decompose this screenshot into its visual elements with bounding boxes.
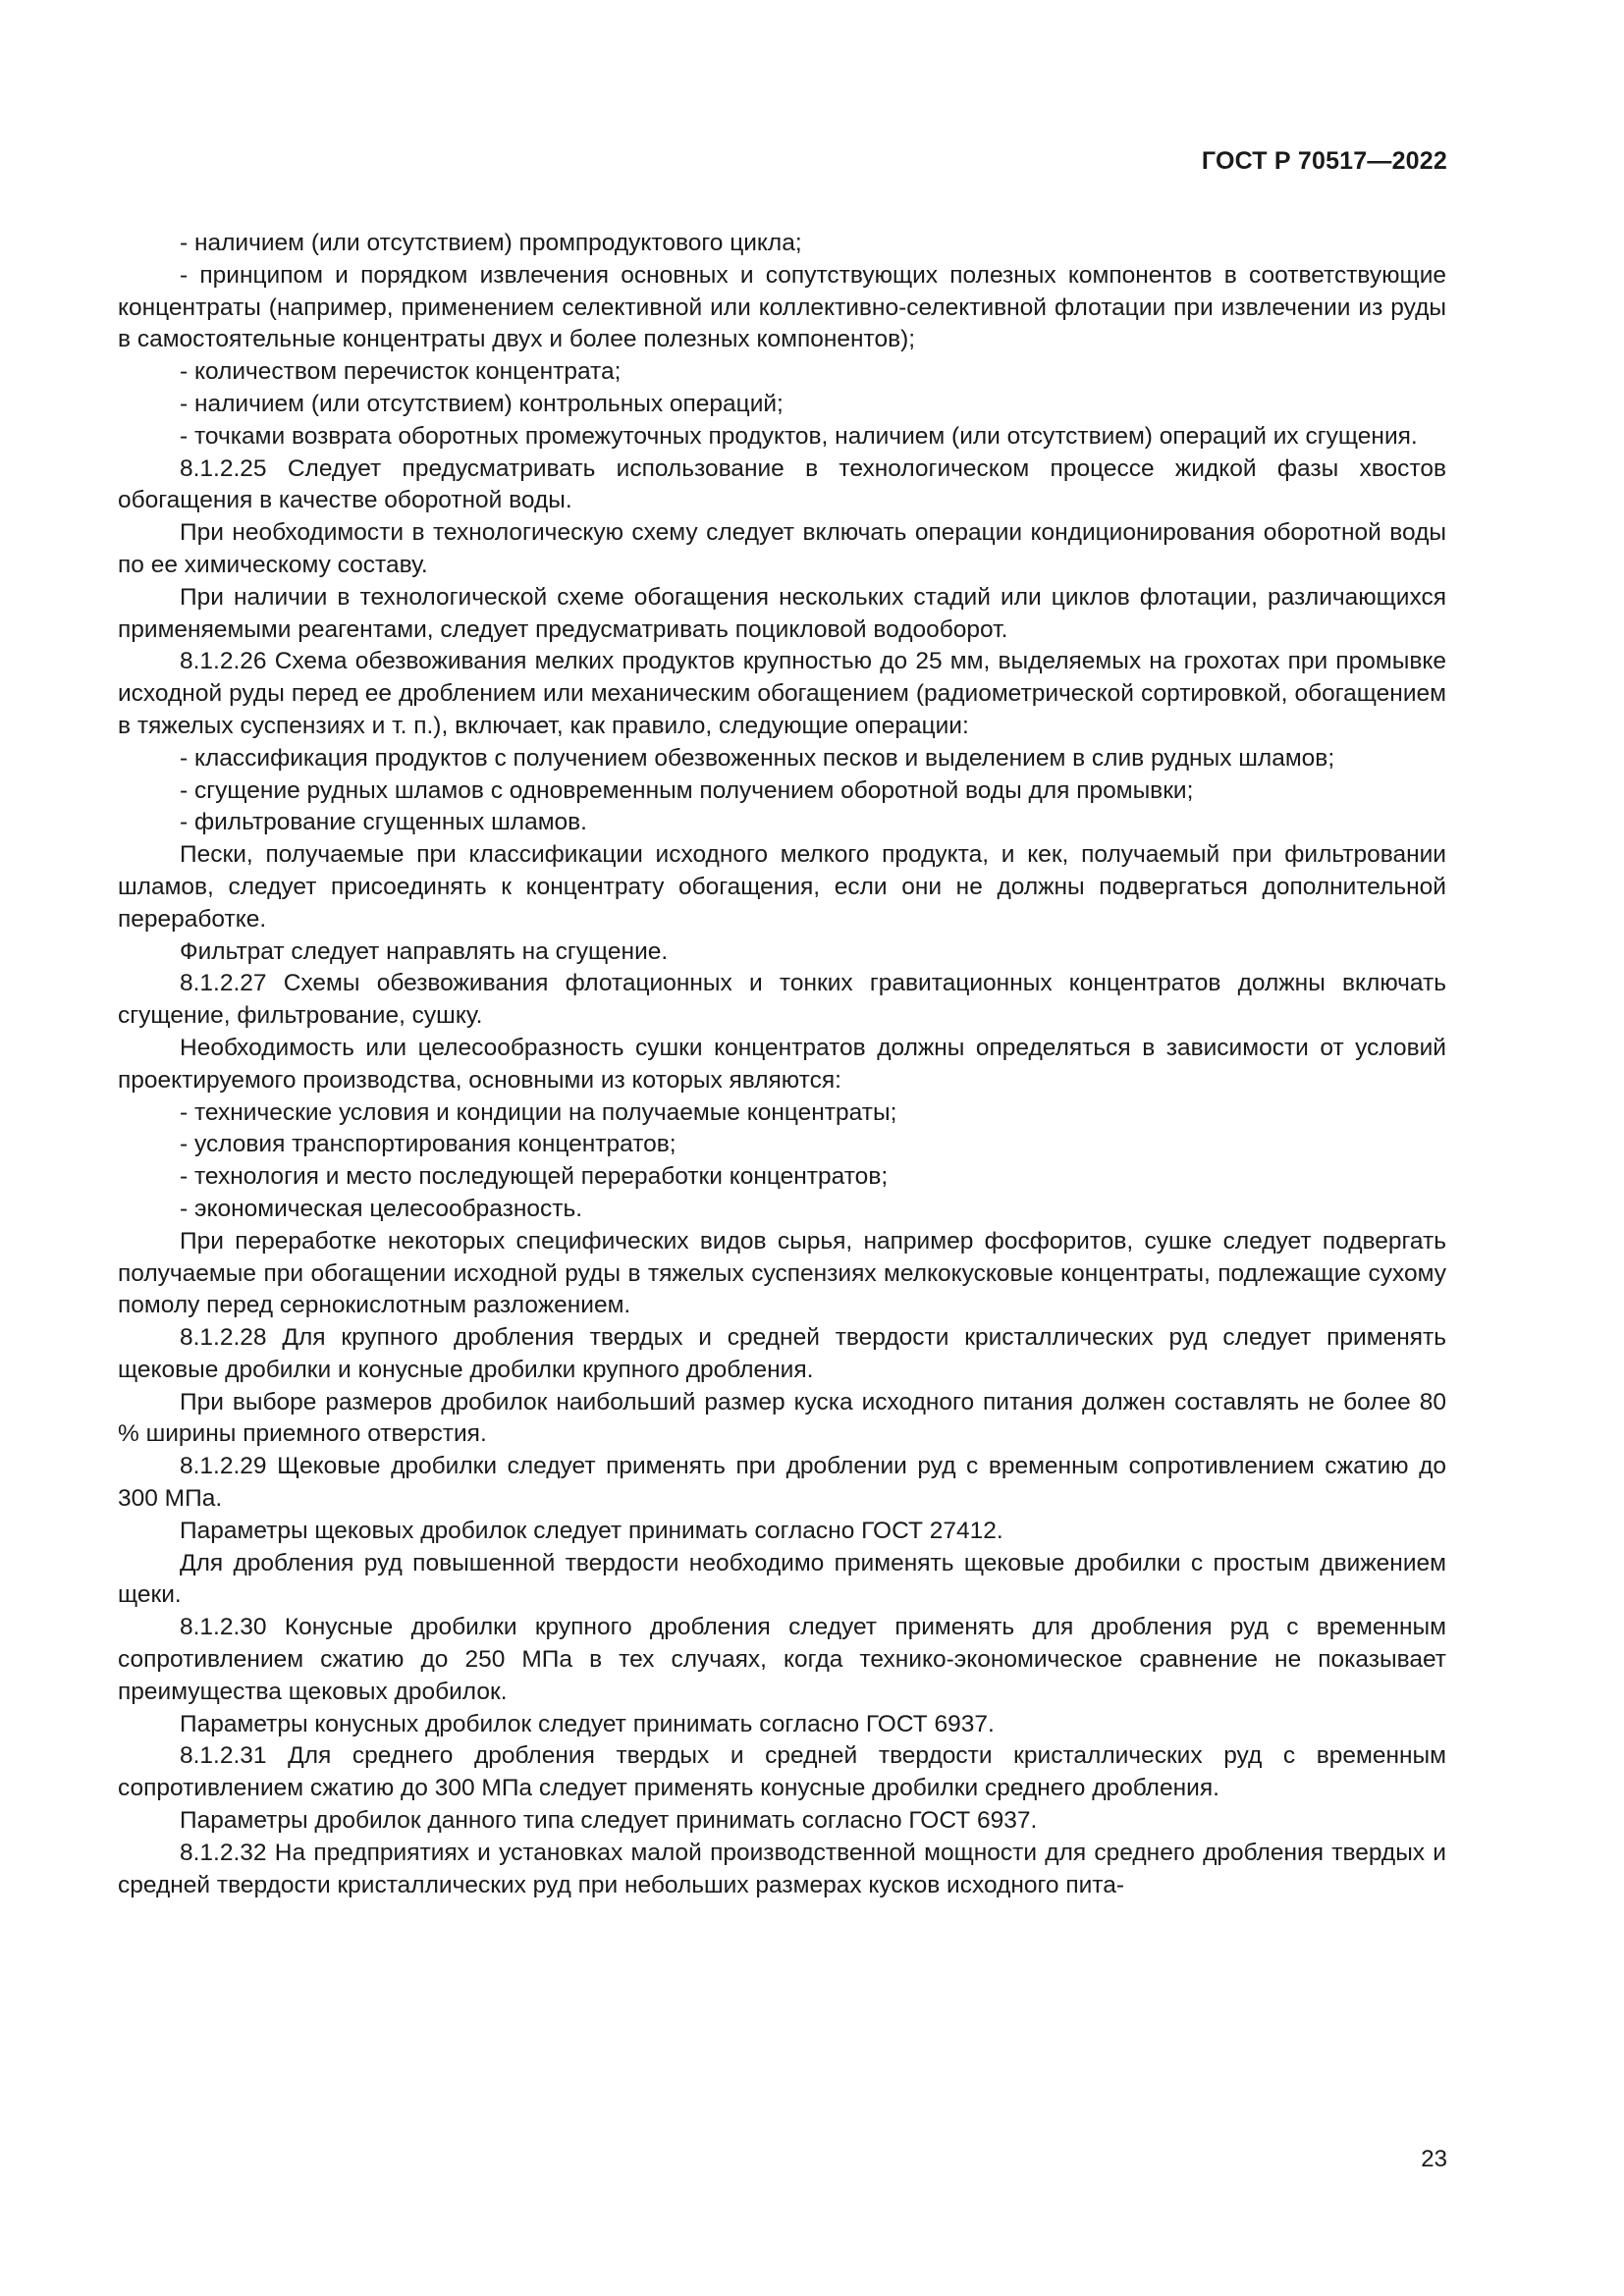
paragraph: Необходимость или целесообразность сушки концентратов должны определяться в зависимости от условий проектируемого производства, основными из которых являются: — [118, 1034, 1446, 1094]
paragraph: - точками возврата оборотных промежуточных продуктов, наличием (или отсутствием) операций их сгущения. — [180, 422, 1418, 450]
paragraph: - классификация продуктов с получением обезвоженных песков и выделением в слив рудных шламов; — [180, 744, 1335, 772]
paragraph: Параметры щековых дробилок следует принимать согласно ГОСТ 27412. — [180, 1517, 1003, 1544]
paragraph: 8.1.2.26 Схема обезвоживания мелких продуктов крупностью до 25 мм, выделяемых на грохотах при промывке исходной руды перед ее дроблением или механическим обогащением (радиометрической сортировкой, обогащением в тяжелых суспензиях и т. п.), включает, как правило, следующие операции: — [118, 648, 1446, 739]
paragraph: - принципом и порядком извлечения основных и сопутствующих полезных компонентов в соответствующие концентраты (например, применением селективной или коллективно-селективной флотации при извлечении из руды в самостоятельные концентраты двух и более полезных компонентов); — [118, 261, 1446, 353]
paragraph: При необходимости в технологическую схему следует включать операции кондиционирования оборотной воды по ее химическому составу. — [118, 519, 1446, 578]
paragraph: 8.1.2.32 На предприятиях и установках малой производственной мощности для среднего дробления твердых и средней твердости кристаллических руд при небольших размерах кусков исходного пита- — [118, 1839, 1446, 1898]
document-body — [118, 228, 1446, 1901]
page-number: 23 — [1421, 2146, 1447, 2172]
paragraph: - технология и место последующей переработки концентратов; — [180, 1163, 889, 1191]
paragraph: При переработке некоторых специфических видов сырья, например фосфоритов, сушке следует подвергать получаемые при обогащении исходной руды в тяжелых суспензиях мелкокусковые концентраты, подлежащие сухому помолу перед сернокислотным разложением. — [118, 1227, 1446, 1319]
paragraph: - экономическая целесообразность. — [180, 1195, 583, 1222]
paragraph: - наличием (или отсутствием) контрольных операций; — [180, 390, 784, 417]
paragraph: Для дробления руд повышенной твердости необходимо применять щековые дробилки с простым движением щеки. — [118, 1549, 1446, 1609]
paragraph: - наличием (или отсутствием) промпродуктового цикла; — [180, 230, 802, 256]
paragraph: - фильтрование сгущенных шламов. — [180, 809, 587, 836]
paragraph: - сгущение рудных шламов с одновременным получением оборотной воды для промывки; — [180, 776, 1194, 804]
paragraph: 8.1.2.29 Щековые дробилки следует применять при дроблении руд с временным сопротивлением сжатию до 300 МПа. — [118, 1453, 1446, 1513]
paragraph: - технические условия и кондиции на получаемые концентраты; — [180, 1098, 897, 1126]
paragraph: 8.1.2.28 Для крупного дробления твердых и средней твердости кристаллических руд следует применять щековые дробилки и конусные дробилки крупного дробления. — [118, 1324, 1446, 1383]
paragraph: 8.1.2.31 Для среднего дробления твердых и средней твердости кристаллических руд с временным сопротивлением сжатию до 300 МПа следует применять конусные дробилки среднего дробления. — [118, 1742, 1446, 1802]
paragraph: При наличии в технологической схеме обогащения нескольких стадий или циклов флотации, различающихся применяемыми реагентами, следует предусматривать поцикловой водооборот. — [118, 583, 1446, 643]
paragraph: - условия транспортирования концентратов; — [180, 1131, 677, 1158]
paragraph: Фильтрат следует направлять на сгущение. — [180, 937, 669, 965]
document-header: ГОСТ Р 70517—2022 — [1201, 147, 1447, 175]
paragraph: 8.1.2.27 Схемы обезвоживания флотационных и тонких гравитационных концентратов должны включать сгущение, фильтрование, сушку. — [118, 970, 1446, 1030]
paragraph: Параметры конусных дробилок следует принимать согласно ГОСТ 6937. — [180, 1710, 995, 1737]
paragraph: Параметры дробилок данного типа следует принимать согласно ГОСТ 6937. — [180, 1807, 1038, 1835]
paragraph: При выборе размеров дробилок наибольший размер куска исходного питания должен составлять не более 80 % ширины приемного отверстия. — [118, 1388, 1446, 1448]
paragraph: - количеством перечисток концентрата; — [180, 358, 622, 386]
paragraph: Пески, получаемые при классификации исходного мелкого продукта, и кек, получаемый при фильтровании шламов, следует присоединять к концентрату обогащения, если они не должны подвергаться дополнительной переработке. — [118, 841, 1446, 933]
paragraph: 8.1.2.25 Следует предусматривать использование в технологическом процессе жидкой фазы хвостов обогащения в качестве оборотной воды. — [118, 454, 1446, 514]
paragraph: 8.1.2.30 Конусные дробилки крупного дробления следует применять для дробления руд с временным сопротивлением сжатию до 250 МПа в тех случаях, когда технико-экономическое сравнение не показывает преимущества щековых дробилок. — [118, 1614, 1446, 1705]
